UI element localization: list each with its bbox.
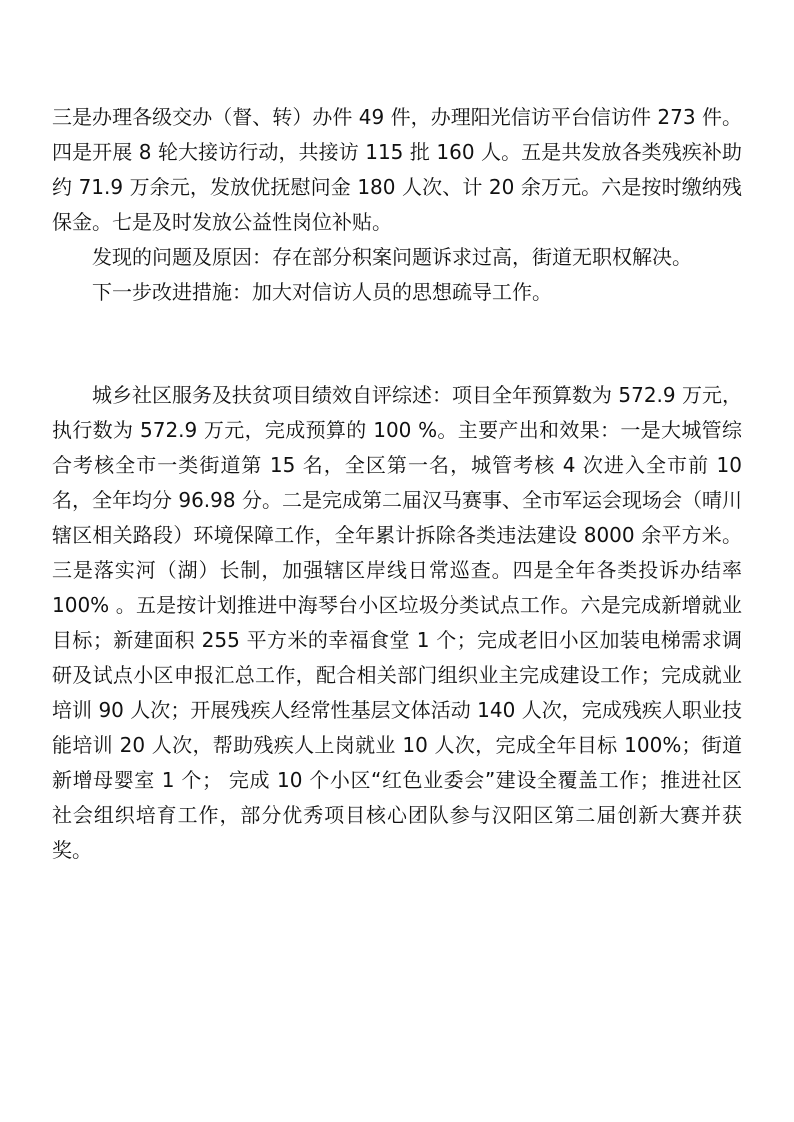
paragraph-problems-causes: 发现的问题及原因：存在部分积案问题诉求过高，街道无职权解决。 (92, 245, 692, 269)
paragraph-improvement-measures: 下一步改进措施：加大对信访人员的思想疏导工作。 (92, 280, 552, 304)
paragraph-community-services-summary: 城乡社区服务及扶贫项目绩效自评综述：项目全年预算数为 572.9 万元，执行数为 572.9 万元，完成预算的 100 %。主要产出和效果：一是大城管综合考核全市一类街道第 15 名，全区第一名，城管考核 4 次进入全市前 10 名，全年均分 96.98 分。二是完成第二届汉马赛事、全市军运会现场会（晴川辖区相关路段）环境保障工作，全年累计拆除各类违法建设 8000 余平方米。 三是落实河（湖）长制，加强辖区岸线日常巡查。四是全年各类投诉办结率 100% 。五是按计划推进中海琴台小区垃圾分类试点工作。六是完成新增就业目标；新建面积 255 平方米的幸福食堂 1 个；完成老旧小区加装电梯需求调研及试点小区申报汇总工作，配合相关部门组织业主完成建设工作；完成就业培训 90 人次；开展残疾人经常性基层文体活动 140 人次，完成残疾人职业技能培训 20 人次，帮助残疾人上岗就业 10 人次，完成全年目标 100%；街道新增母婴室 1 个； 完成 10 个小区“红色业委会”建设全覆盖工作；推进社区社会组织培育工作，部分优秀项目核心团队参与汉阳区第二届创新大赛并获奖。 (52, 383, 749, 862)
text-section-community-services (52, 378, 749, 868)
paragraph-petition-results: 三是办理各级交办（督、转）办件 49 件，办理阳光信访平台信访件 273 件。四是开展 8 轮大接访行动，共接访 115 批 160 人。五是共发放各类残疾补助约 71.9 万余元，发放优抚慰问金 180 人次、计 20 余万元。六是按时缴纳残保金。七是及时发放公益性岗位补贴。 (52, 105, 742, 234)
text-section-petitions (52, 100, 742, 310)
